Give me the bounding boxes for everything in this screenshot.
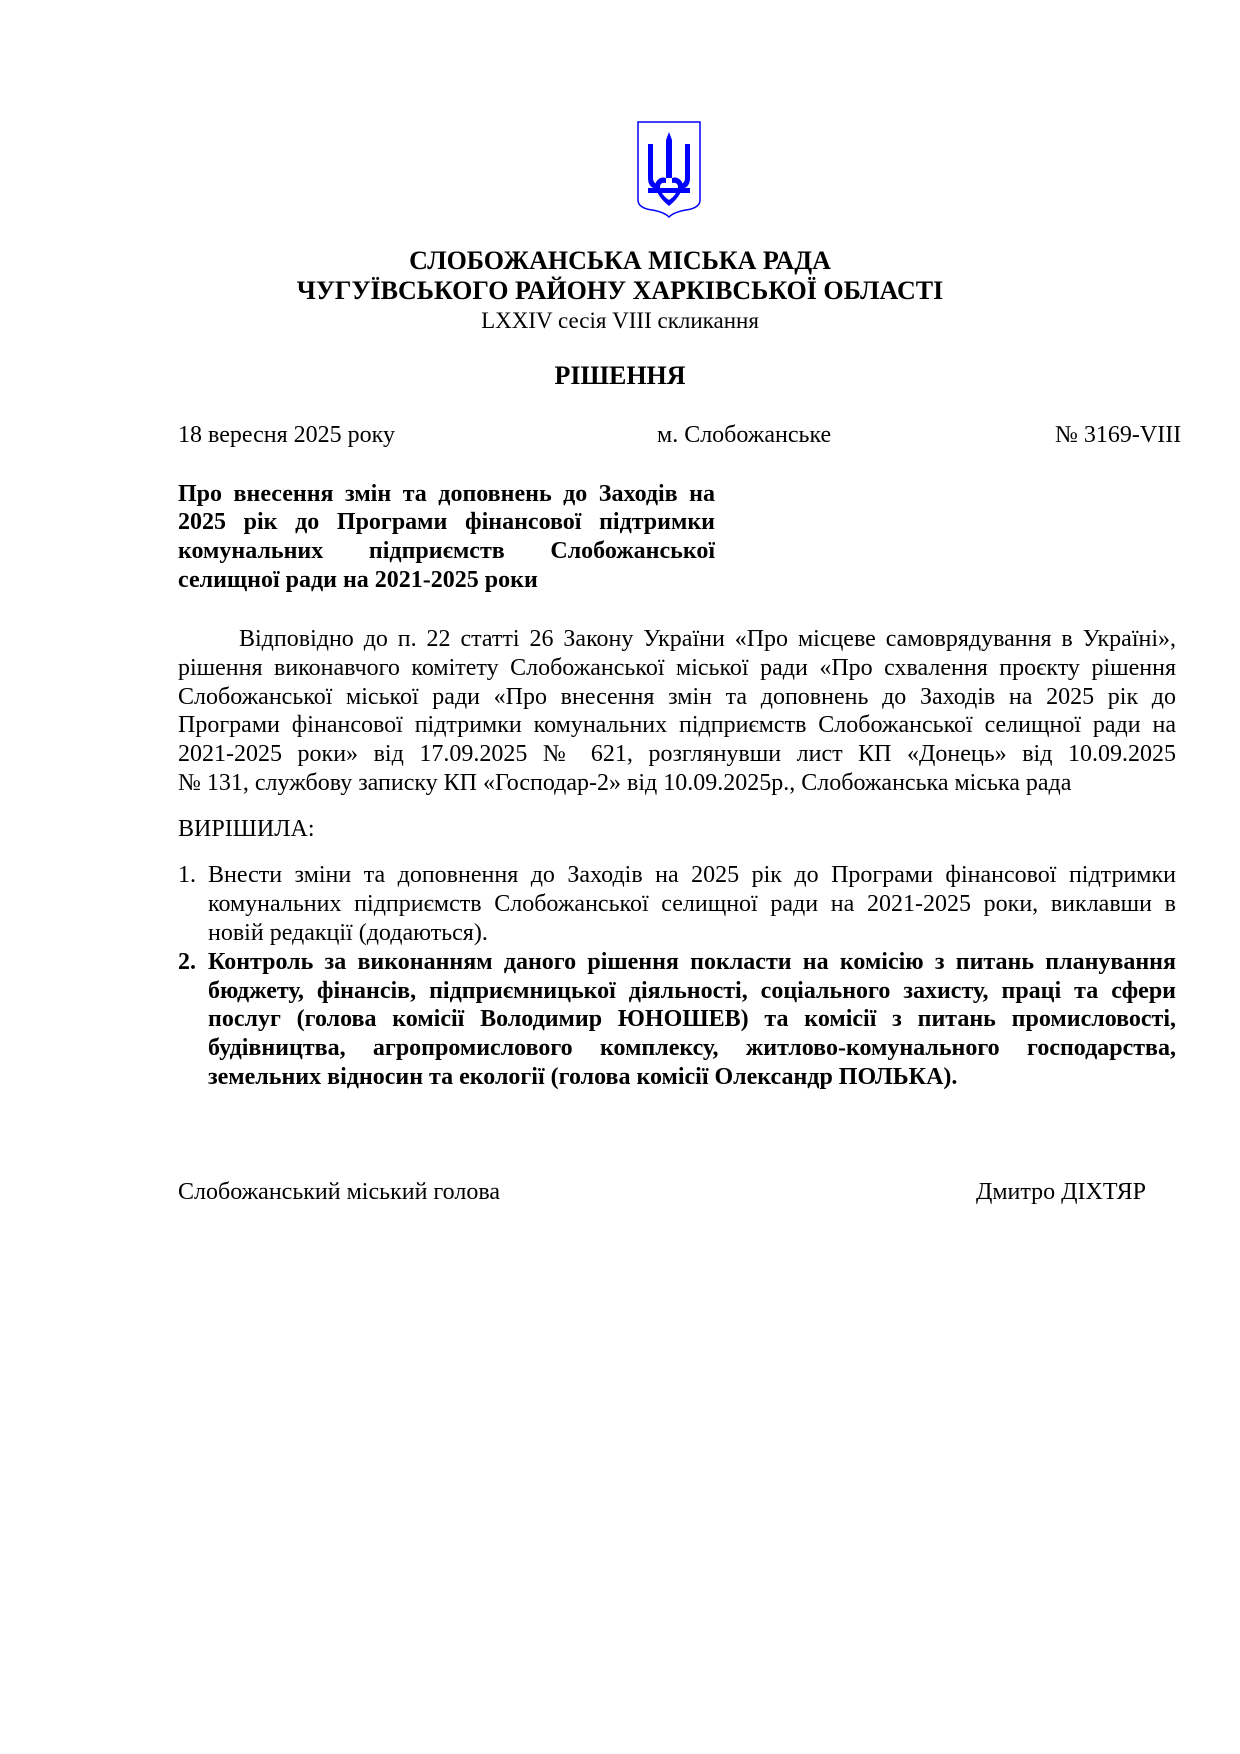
resolved-heading: ВИРІШИЛА: [178,816,315,842]
subject-line: Про внесення змін та доповнень до Заходів на [178,481,715,507]
district-region: ЧУГУЇВСЬКОГО РАЙОНУ ХАРКІВСЬКОЇ ОБЛАСТІ [296,276,944,305]
decision-date: 18 вересня 2025 року [178,422,395,448]
session-info: LXXIV сесія VIII скликання [481,308,759,333]
signatory-position: Слобожанський міський голова [178,1179,500,1205]
item-number: 2. [178,949,196,975]
item-line: земельних відносин та екології (голова комісії Олександр ПОЛЬКА). [208,1064,958,1090]
subject-line: селищної ради на 2021-2025 роки [178,567,538,593]
preamble-line: 2021-2025 роки» від 17.09.2025 № 621, розглянувши лист КП «Донець» від 10.09.2025 [178,741,1176,767]
item-line: новій редакції (додаються). [208,920,488,946]
decision-number: № 3169-VIII [1055,422,1182,448]
item-line: будівництва, агропромислового комплексу, житлово-комунального господарства, [208,1035,1176,1061]
item-line: бюджету, фінансів, підприємницької діяльності, соціального захисту, праці та сфери [208,978,1176,1004]
decision-place: м. Слобожанське [657,422,832,448]
document-type: РІШЕННЯ [554,361,686,390]
subject-line: 2025 рік до Програми фінансової підтримки [178,509,715,535]
preamble-line: № 131, службову записку КП «Господар-2» від 10.09.2025р., Слобожанська міська рада [178,770,1072,796]
signatory-name: Дмитро ДІХТЯР [976,1179,1146,1205]
item-line: Внести зміни та доповнення до Заходів на 2025 рік до Програми фінансової підтримки [208,862,1176,888]
preamble-line: рішення виконавчого комітету Слобожанської міської ради «Про схвалення проєкту рішення [178,655,1176,681]
item-number: 1. [178,862,196,888]
item-line: Контроль за виконанням даного рішення покласти на комісію з питань планування [208,949,1176,975]
preamble-line: Слобожанської міської ради «Про внесення змін та доповнень до Заходів на 2025 рік до [178,684,1176,710]
coat-of-arms-icon [636,120,702,218]
item-line: комунальних підприємств Слобожанської селищної ради на 2021-2025 роки, виклавши в [208,891,1176,917]
preamble-line: Програми фінансової підтримки комунальних підприємств Слобожанської селищної ради на [178,712,1176,738]
preamble-line: Відповідно до п. 22 статті 26 Закону України «Про місцеве самоврядування в Україні», [239,626,1176,652]
subject-line: комунальних підприємств Слобожанської [178,538,715,564]
item-line: послуг (голова комісії Володимир ЮНОШЕВ) та комісії з питань промисловості, [208,1006,1176,1032]
council-name: СЛОБОЖАНСЬКА МІСЬКА РАДА [409,246,831,275]
